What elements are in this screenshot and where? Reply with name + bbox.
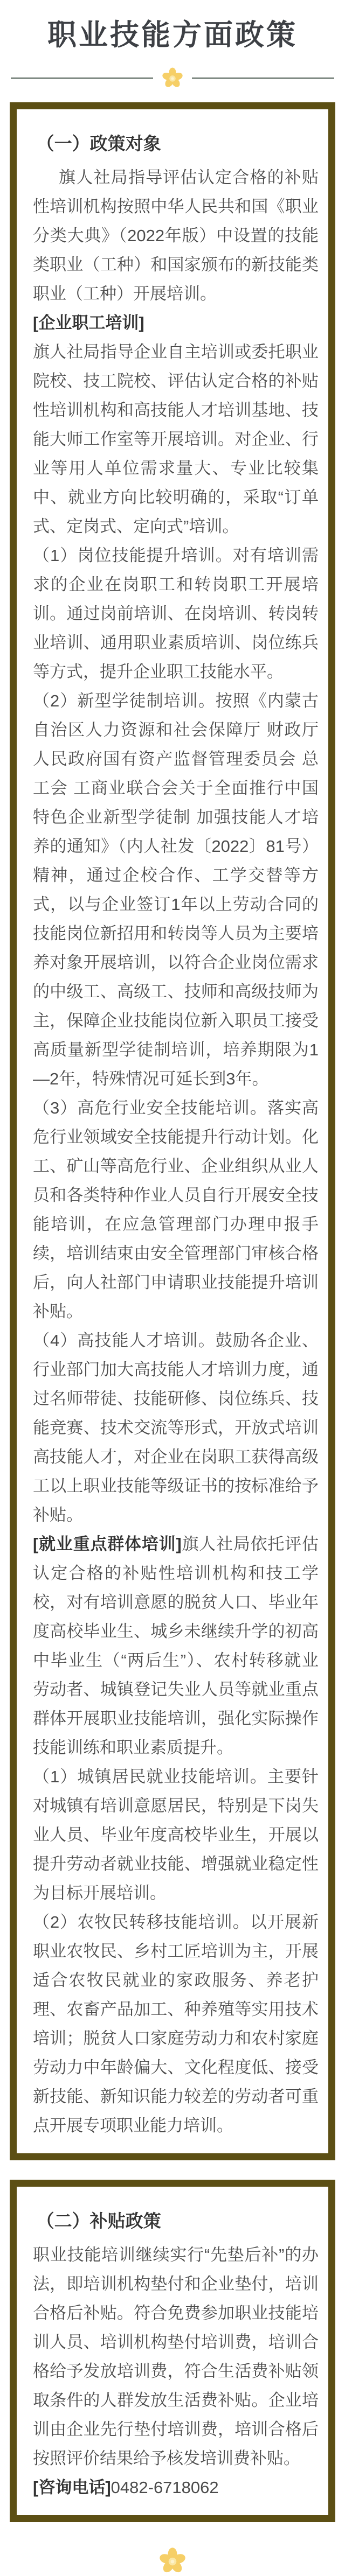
flower-icon-bottom <box>157 2546 188 2576</box>
title-divider <box>11 66 334 90</box>
policy-box-2 <box>10 2180 335 2522</box>
paragraph: （2）农牧民转移技能培训。以开展新职业农牧民、乡村工匠培训为主，开展适合农牧民就业的家政服务、养老护理、农畜产品加工、种养殖等实用技术培训；脱贫人口家庭劳动力和农村家庭劳动力中年龄偏大、文化程度低、接受新技能、新知识能力较差的劳动者可重点开展专项职业能力培训。 <box>33 1913 319 2135</box>
bold-tag: [企业职工培训] <box>33 313 144 332</box>
paragraph: （1）岗位技能提升培训。对有培训需求的企业在岗职工和转岗职工开展培训。通过岗前培训、在岗培训、转岗转业培训、通用职业素质培训、岗位练兵等方式，提升企业职工技能水平。 <box>33 546 319 681</box>
flower-icon <box>161 66 184 90</box>
divider-line-right <box>192 78 334 79</box>
paragraph: [就业重点群体培训]旗人社局依托评估认定合格的补贴性培训机构和技工学校，对有培训意愿的脱贫人口、毕业年度高校毕业生、城乡未继续升学的初高中毕业生（“两后生”）、农村转移就业劳动者、城镇登记失业人员等就业重点群体开展职业技能培训，强化实际操作技能训练和职业素质提升。 <box>33 1535 319 1757</box>
flower-icon-graphic <box>161 66 184 90</box>
paragraph: （2）新型学徒制培训。按照《内蒙古自治区人力资源和社会保障厅 财政厅 人民政府国有资产监督管理委员会 总工会 工商业联合会关于全面推行中国特色企业新型学徒制 加强技能人才培养的通知》（内人社发〔2022〕81号）精神，通过企校合作、工学交替等方式，以与企业签订1年以上劳动合同的技能岗位新招用和转岗等人员为主要培养对象开展培训，以符合企业岗位需求的中级工、高级工、技师和高级技师为主，保障企业技能岗位新入职员工接受高质量新型学徒制培训，培养期限为1—2年，特殊情况可延长到3年。 <box>33 691 319 1088</box>
section-2-heading: （二）补贴政策 <box>36 2211 161 2231</box>
bold-tag: [咨询电话] <box>33 2478 111 2497</box>
divider-line-left <box>11 78 153 79</box>
paragraph: 旗人社局指导评估认定合格的补贴性培训机构按照中华人民共和国《职业分类大典》（2022年版）中设置的技能类职业（工种）和国家颁布的新技能类职业（工种）开展培训。 <box>33 168 319 303</box>
section-2-body <box>33 2241 319 2502</box>
paragraph: （1）城镇居民就业技能培训。主要针对城镇有培训意愿居民，特别是下岗失业人员、毕业年度高校毕业生，开展以提升劳动者就业技能、增强就业稳定性为目标开展培训。 <box>33 1767 319 1902</box>
policy-box-1 <box>10 102 335 2160</box>
paragraph: 职业技能培训继续实行“先垫后补”的办法，即培训机构垫付和企业垫付，培训合格后补贴。符合免费参加职业技能培训人员、培训机构垫付培训费，培训合格给予发放培训费，符合生活费补贴领取条件的人群发放生活费补贴。企业培训由企业先行垫付培训费，培训合格后按照评价结果给予核发培训费补贴。 <box>33 2245 319 2468</box>
bold-tag-line <box>33 309 319 338</box>
page-title: 职业技能方面政策 <box>47 19 298 51</box>
bold-tag: [就业重点群体培训] <box>33 1535 182 1553</box>
paragraph: （3）高危行业安全技能培训。落实高危行业领域安全技能提升行动计划。化工、矿山等高危行业、企业组织从业人员和各类特种作业人员自行开展安全技能培训，在应急管理部门办理申报手续，培训结束由安全管理部门审核合格后，向人社部门申请职业技能提升培训补贴。 <box>33 1098 319 1321</box>
section-1-body <box>33 163 319 2140</box>
paragraph: [咨询电话]0482-6718062 <box>33 2478 219 2497</box>
paragraph: 旗人社局指导企业自主培训或委托职业院校、技工院校、评估认定合格的补贴性培训机构和高技能人才培训基地、技能大师工作室等开展培训。对企业、行业等用人单位需求量大、专业比较集中、就业方向比较明确的，采取“订单式、定岗式、定向式”培训。 <box>33 342 319 536</box>
section-1-heading: （一）政策对象 <box>36 134 161 153</box>
paragraph: （4）高技能人才培训。鼓励各企业、行业部门加大高技能人才培训力度，通过名师带徒、技能研修、岗位练兵、技能竞赛、技术交流等形式，开放式培训高技能人才，对企业在岗职工获得高级工以上职业技能等级证书的按标准给予补贴。 <box>33 1331 319 1524</box>
flower-icon-bottom-graphic <box>157 2546 188 2576</box>
